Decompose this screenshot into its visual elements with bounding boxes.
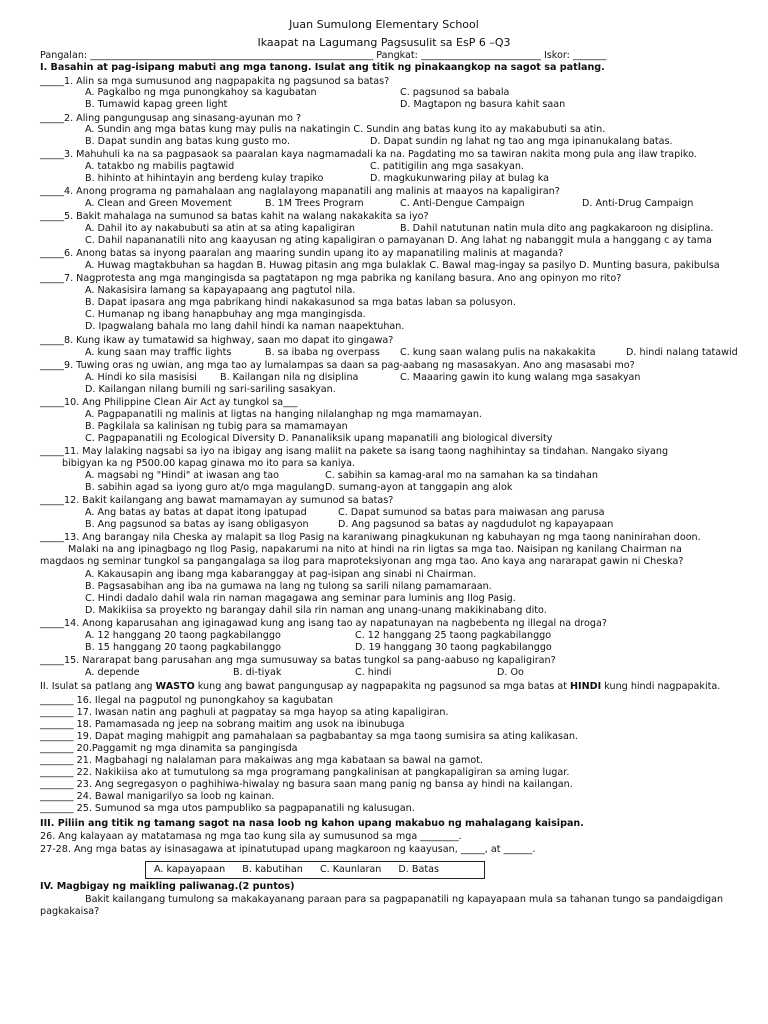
item-19: _______ 19. Dapat maging mahigpit ang pamahalaan sa pagbabantay sa mga taong sumisira sa ating kalikasan. (40, 731, 578, 742)
q14-option-a: A. 12 hanggang 20 taong pagkabilanggo (85, 630, 281, 641)
test-title: Ikaapat na Lagumang Pagsusulit sa EsP 6 –Q3 (257, 36, 511, 49)
question-13: _____13. Ang barangay nila Cheska ay malapit sa Ilog Pasig na karaniwang pinagkukunan ng kabuhayan ng mga taong naninirahan doon. (40, 532, 701, 543)
q4-option-d: D. Anti-Drug Campaign (582, 198, 694, 209)
q12-option-c: C. Dapat sumunod sa batas para maiwasan ang parusa (338, 507, 605, 518)
q5-option-a: A. Dahil ito ay nakabubuti sa atin at sa ating kapaligiran (85, 223, 355, 234)
question-4: _____4. Anong programa ng pamahalaan ang naglalayong mapanatili ang malinis at maayos na kapaligiran? (40, 186, 560, 197)
q13-option-a: A. Kakausapin ang ibang mga kabaranggay at pag-isipan ang sinabi ni Chairman. (85, 569, 477, 580)
q1-option-a: A. Pagkalbo ng mga punongkahoy sa kagubatan (85, 87, 317, 98)
part2-title (40, 681, 720, 693)
choice-c: C. Kaunlaran (319, 864, 382, 875)
q9-option-d: D. Kailangan nilang bumili ng sari-sariling sasakyan. (85, 384, 336, 395)
item-20: _______ 20.Paggamit ng mga dinamita sa pangingisda (40, 743, 298, 754)
question-8: _____8. Kung ikaw ay tumatawid sa highway, saan mo dapat ito gingawa? (40, 335, 394, 346)
q12-option-a: A. Ang batas ay batas at dapat itong ipatupad (85, 507, 307, 518)
q3-option-c: C. patitigilin ang mga sasakyan. (370, 161, 524, 172)
q5-option-b: B. Dahil natutunan natin mula dito ang pagkakaroon ng disiplina. (400, 223, 714, 234)
question-15: _____15. Nararapat bang parusahan ang mga sumusuway sa batas tungkol sa pang-aabuso ng kapaligiran? (40, 655, 556, 666)
q11-option-d: D. sumang-ayon at tanggapin ang alok (325, 482, 513, 493)
q15-option-a: A. depende (85, 667, 140, 678)
part2-title-pre: II. Isulat sa patlang ang (40, 681, 156, 692)
q9-option-a: A. Hindi ko sila masisisi (85, 372, 197, 383)
question-11-cont: bibigyan ka ng P500.00 kapag ginawa mo ito para sa kaniya. (62, 458, 356, 469)
q3-option-a: A. tatakbo ng mabilis pagtawid (85, 161, 235, 172)
part3-title: III. Piliin ang titik ng tamang sagot na nasa loob ng kahon upang makabuo ng mahalagang kaisipan. (40, 818, 584, 829)
q8-option-d: D. hindi nalang tatawid (626, 347, 738, 358)
choice-b: B. kabutihan (242, 864, 303, 875)
q14-option-b: B. 15 hanggang 20 taong pagkabilanggo (85, 642, 281, 653)
name-line: Pangalan: ___________________________________________________________ Pangkat: _________________________ Iskor: _______ (40, 50, 607, 61)
question-2: _____2. Aling pangungusap ang sinasang-ayunan mo ? (40, 113, 302, 124)
question-26: 26. Ang kalayaan ay matatamasa ng mga tao kung sila ay sumusunod sa mga ________. (40, 831, 462, 842)
q13-option-b: B. Pagsasabihan ang iba na gumawa na lang ng tulong sa sarili nilang pamamaraan. (85, 581, 492, 592)
q14-option-d: D. 19 hanggang 30 taong pagkabilanggo (355, 642, 552, 653)
q7-option-b: B. Dapat ipasara ang mga pabrikang hindi nakakasunod sa mga batas laban sa polusyon. (85, 297, 516, 308)
q10-option-a: A. Pagpapanatili ng malinis at ligtas na hanging nilalanghap ng mga mamamayan. (85, 409, 482, 420)
question-7: _____7. Nagprotesta ang mga mangingisda sa pagtatapon ng mga pabrika ng kanilang basura. Ano ang opinyon mo rito? (40, 273, 622, 284)
item-24: _______ 24. Bawal manigarilyo sa loob ng kainan. (40, 791, 275, 802)
q12-option-b: B. Ang pagsunod sa batas ay isang obligasyon (85, 519, 309, 530)
part4-title: IV. Magbigay ng maikling paliwanag.(2 puntos) (40, 881, 295, 892)
question-13-cont-2: magdaos ng seminar tungkol sa pangangalaga sa ilog para maproteksiyonan ang mga tao. Ano kaya ang nararapat gawin ni Cheska? (40, 556, 684, 567)
q5-options-cd: C. Dahil napananatili nito ang kaayusan ng ating kapaligiran o pamayanan D. Ang lahat ng nabanggit mula a hanggang c ay tama (85, 235, 712, 246)
q7-option-c: C. Humanap ng ibang hanapbuhay ang mga mangingisda. (85, 309, 366, 320)
q1-option-d: D. Magtapon ng basura kahit saan (400, 99, 566, 110)
q1-option-c: C. pagsunod sa babala (400, 87, 510, 98)
q8-option-c: C. kung saan walang pulis na nakakakita (400, 347, 596, 358)
q15-option-c: C. hindi (355, 667, 392, 678)
choices-box (145, 861, 485, 879)
question-13-cont-1: Malaki na ang ipinagbago ng Ilog Pasig, napakarumi na nito at hindi na rin ligtas sa mga tao. Naisipan ng kanilang Chairman na (68, 544, 682, 555)
q15-option-d: D. Oo (497, 667, 524, 678)
part2-hindi: HINDI (570, 681, 602, 692)
q7-option-a: A. Nakasisira lamang sa kapayapaang ang pagtutol nila. (85, 285, 356, 296)
q4-option-b: B. 1M Trees Program (265, 198, 364, 209)
part2-title-mid: kung ang bawat pangungusap ay nagpapakita ng pagsunod sa mga batas at (194, 681, 571, 692)
part4-question-cont: pagkakaisa? (40, 906, 100, 917)
q9-option-c: C. Maaaring gawin ito kung walang mga sasakyan (400, 372, 641, 383)
question-11: _____11. May lalaking nagsabi sa iyo na ibigay ang isang maliit na pakete sa isang taong naghihintay sa tindahan. Nangako siyang (40, 446, 669, 457)
q4-option-a: A. Clean and Green Movement (85, 198, 232, 209)
q1-option-b: B. Tumawid kapag green light (85, 99, 228, 110)
item-17: _______ 17. Iwasan natin ang paghuli at pagpatay sa mga hayop sa ating kapaligiran. (40, 707, 449, 718)
q4-option-c: C. Anti-Dengue Campaign (400, 198, 525, 209)
item-23: _______ 23. Ang segregasyon o paghihiwa-hiwalay ng basura saan mang panig ng bansa ay hindi na kailangan. (40, 779, 573, 790)
q2-option-d: D. Dapat sundin ng lahat ng tao ang mga ipinanukalang batas. (370, 136, 673, 147)
question-6: _____6. Anong batas sa inyong paaralan ang maaring sundin upang ito ay mapanatiling malinis at maganda? (40, 248, 564, 259)
q6-options: A. Huwag magtakbuhan sa hagdan B. Huwag pitasin ang mga bulaklak C. Bawal mag-ingay sa pasilyo D. Munting basura, pakibulsa (85, 260, 720, 271)
q10-options-cd: C. Pagpapanatili ng Ecological Diversity D. Pananaliksik upang mapanatili ang biological diversity (85, 433, 553, 444)
question-5: _____5. Bakit mahalaga na sumunod sa batas kahit na walang nakakakita sa iyo? (40, 211, 429, 222)
q10-option-b: B. Pagkilala sa kalinisan ng tubig para sa mamamayan (85, 421, 348, 432)
q3-option-d: D. magkukunwaring pilay at bulag ka (370, 173, 549, 184)
part2-wasto: WASTO (155, 681, 195, 692)
part4-question: Bakit kailangang tumulong sa makakayanang paraan para sa pagpapanatili ng kapayapaan mula sa tahanan tungo sa pandaigdigan (85, 894, 724, 905)
q14-option-c: C. 12 hanggang 25 taong pagkabilanggo (355, 630, 552, 641)
q11-option-c: C. sabihin sa kamag-aral mo na samahan ka sa tindahan (325, 470, 598, 481)
q15-option-b: B. di-tiyak (233, 667, 282, 678)
part1-title: I. Basahin at pag-isipang mabuti ang mga tanong. Isulat ang titik ng pinakaangkop na sagot sa patlang. (40, 62, 605, 73)
q12-option-d: D. Ang pagsunod sa batas ay nagdudulot ng kapayapaan (338, 519, 614, 530)
q3-option-b: B. hihinto at hihintayin ang berdeng kulay trapiko (85, 173, 324, 184)
q7-option-d: D. Ipagwalang bahala mo lang dahil hindi ka naman naapektuhan. (85, 321, 405, 332)
item-16: _______ 16. Ilegal na pagputol ng punongkahoy sa kagubatan (40, 695, 334, 706)
item-25: _______ 25. Sumunod sa mga utos pampubliko sa pagpapanatili ng kalusugan. (40, 803, 415, 814)
school-name: Juan Sumulong Elementary School (289, 18, 479, 31)
question-10: _____10. Ang Philippine Clean Air Act ay tungkol sa___ (40, 397, 298, 408)
q8-option-b: B. sa ibaba ng overpass (265, 347, 380, 358)
question-9: _____9. Tuwing oras ng uwian, ang mga tao ay lumalampas sa daan sa pag-aabang ng masasakyan. Ano ang masasabi mo? (40, 360, 635, 371)
q11-option-b: B. sabihin agad sa iyong guro at/o mga magulang (85, 482, 325, 493)
q8-option-a: A. kung saan may traffic lights (85, 347, 232, 358)
choice-d: D. Batas (398, 864, 440, 875)
part2-title-post: kung hindi nagpapakita. (601, 681, 721, 692)
q11-option-a: A. magsabi ng "Hindi" at iwasan ang tao (85, 470, 279, 481)
choice-a: A. kapayapaan (154, 864, 226, 875)
q2-options-ac: A. Sundin ang mga batas kung may pulis na nakatingin C. Sundin ang batas kung ito ay makabubuti sa atin. (85, 124, 606, 135)
question-12: _____12. Bakit kailangang ang bawat mamamayan ay sumunod sa batas? (40, 495, 394, 506)
question-1: _____1. Alin sa mga sumusunod ang nagpapakita ng pagsunod sa batas? (40, 76, 390, 87)
question-27-28: 27-28. Ang mga batas ay isinasagawa at ipinatutupad upang magkaroon ng kaayusan, _____, at ______. (40, 844, 536, 855)
q13-option-d: D. Makikiisa sa proyekto ng barangay dahil sila rin naman ang unang-unang makikinabang dito. (85, 605, 547, 616)
item-18: _______ 18. Pamamasada ng jeep na sobrang maitim ang usok na ibinubuga (40, 719, 405, 730)
q13-option-c: C. Hindi dadalo dahil wala rin naman magagawa ang seminar para luminis ang Ilog Pasig. (85, 593, 516, 604)
q9-option-b: B. Kailangan nila ng disiplina (220, 372, 359, 383)
q2-option-b: B. Dapat sundin ang batas kung gusto mo. (85, 136, 291, 147)
question-14: _____14. Anong kaparusahan ang iginagawad kung ang isang tao ay napatunayan na nagbebenta ng illegal na droga? (40, 618, 607, 629)
item-22: _______ 22. Nakikiisa ako at tumutulong sa mga programang pangkalinisan at pangkapaligiran sa aming lugar. (40, 767, 570, 778)
item-21: _______ 21. Magbahagi ng nalalaman para makaiwas ang mga kabataan sa bawal na gamot. (40, 755, 483, 766)
question-3: _____3. Mahuhuli ka na sa pagpasaok sa paaralan kaya nagmamadali ka na. Pagdating mo sa tawiran nakita mong pula ang ilaw trapiko. (40, 149, 697, 160)
